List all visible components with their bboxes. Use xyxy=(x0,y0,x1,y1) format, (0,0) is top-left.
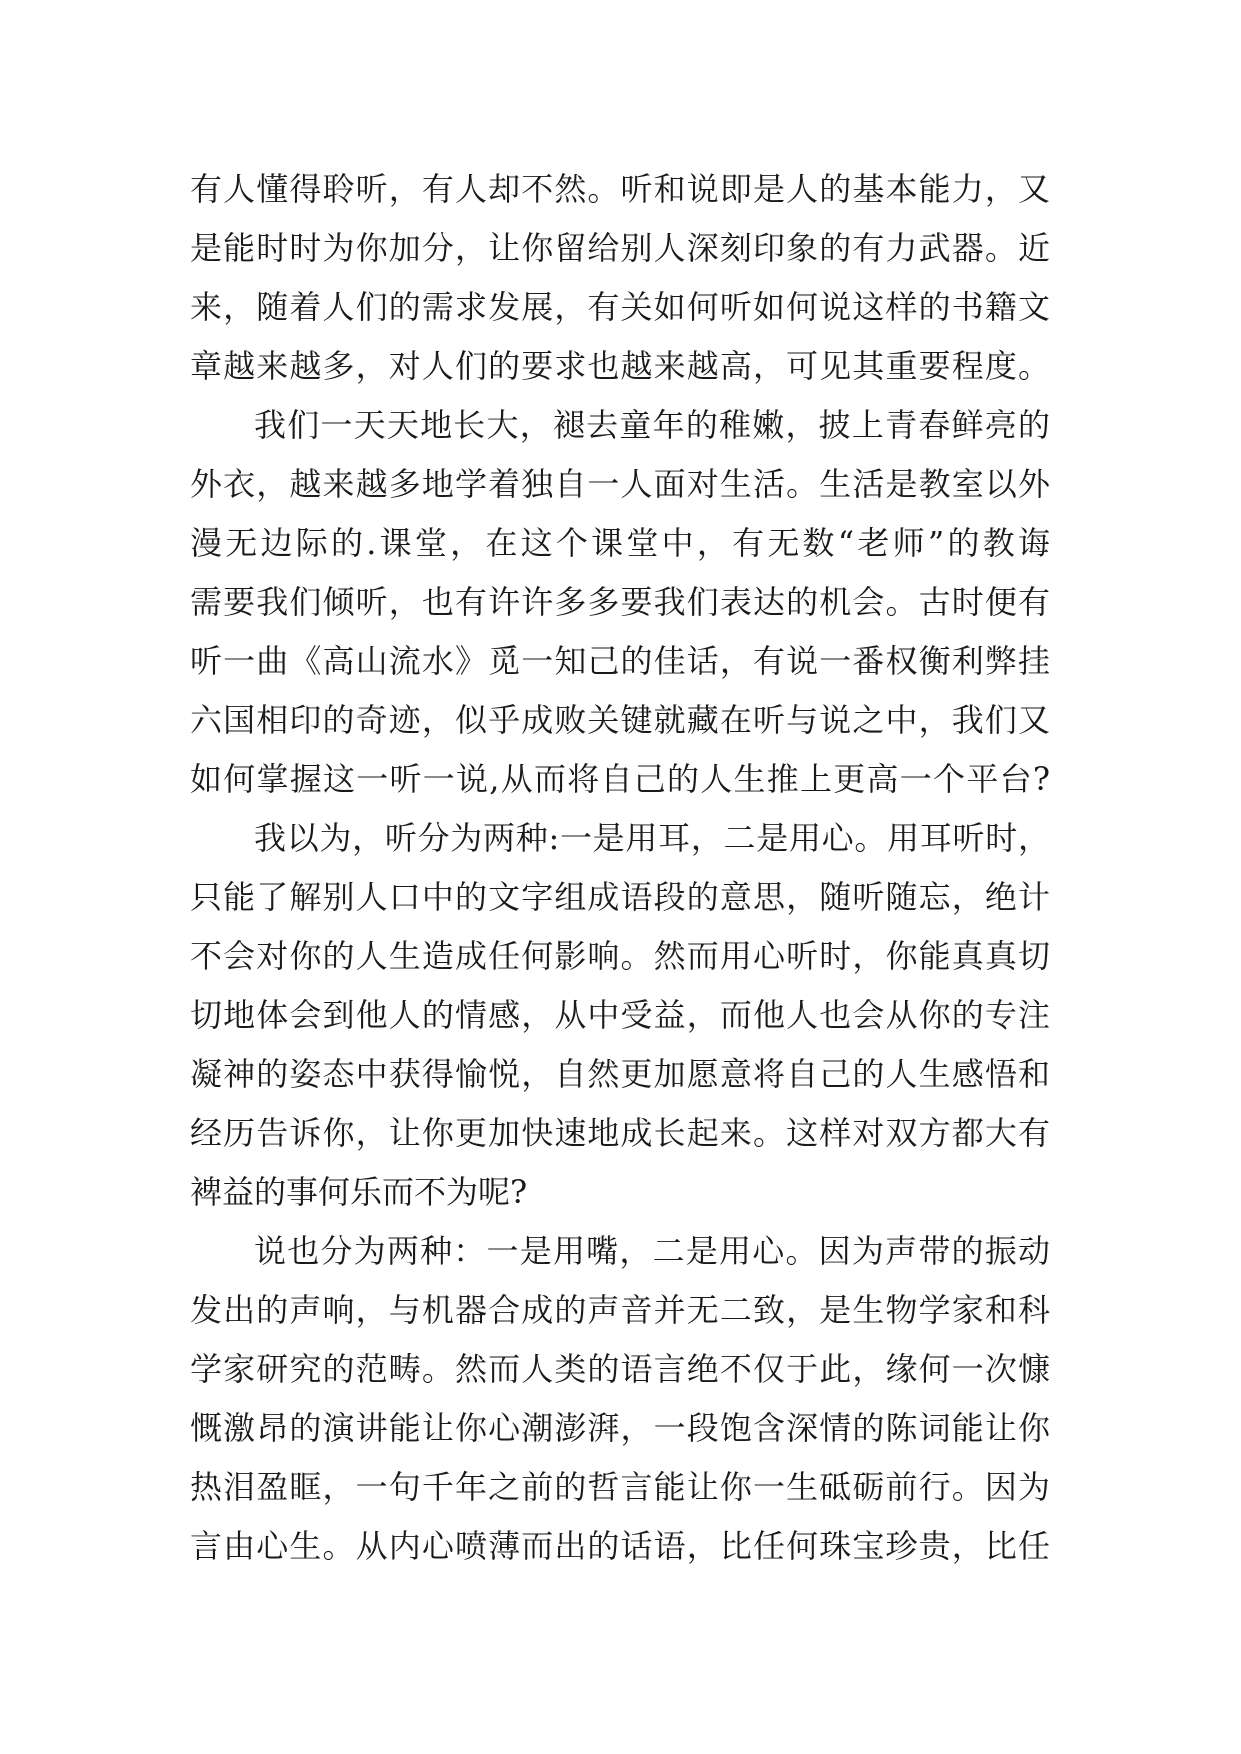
essay-body xyxy=(190,160,1060,1576)
text-line: 言由心生。从内心喷薄而出的话语，比任何珠宝珍贵，比任 xyxy=(190,1527,1050,1565)
text-line: 六国相印的奇迹，似乎成败关键就藏在听与说之中，我们又 xyxy=(190,701,1050,739)
text-line: 切地体会到他人的情感，从中受益，而他人也会从你的专注 xyxy=(190,996,1050,1034)
paragraph-start-line: 我们一天天地长大，褪去童年的稚嫩，披上青春鲜亮的 xyxy=(254,406,1050,444)
text-line: 需要我们倾听，也有许许多多要我们表达的机会。古时便有 xyxy=(190,583,1050,621)
text-line: 有人懂得聆听，有人却不然。听和说即是人的基本能力，又 xyxy=(190,170,1050,208)
text-line: 听一曲《高山流水》觅一知己的佳话，有说一番权衡利弊挂 xyxy=(190,642,1050,680)
text-line: 不会对你的人生造成任何影响。然而用心听时，你能真真切 xyxy=(190,937,1050,975)
text-line: 学家研究的范畴。然而人类的语言绝不仅于此，缘何一次慷 xyxy=(190,1350,1050,1388)
text-line: 慨激昂的演讲能让你心潮澎湃，一段饱含深情的陈词能让你 xyxy=(190,1409,1050,1447)
text-line: 来，随着人们的需求发展，有关如何听如何说这样的书籍文 xyxy=(190,288,1050,326)
text-line: 漫无边际的.课堂，在这个课堂中，有无数“老师”的教诲 xyxy=(190,524,1050,562)
text-line: 只能了解别人口中的文字组成语段的意思，随听随忘，绝计 xyxy=(190,878,1050,916)
text-line: 章越来越多，对人们的要求也越来越高，可见其重要程度。 xyxy=(190,347,1050,385)
text-line: 外衣，越来越多地学着独自一人面对生活。生活是教室以外 xyxy=(190,465,1050,503)
text-line: 凝神的姿态中获得愉悦，自然更加愿意将自己的人生感悟和 xyxy=(190,1055,1050,1093)
text-line: 发出的声响，与机器合成的声音并无二致，是生物学家和科 xyxy=(190,1291,1050,1329)
paragraph-start-line: 说也分为两种：一是用嘴，二是用心。因为声带的振动 xyxy=(254,1232,1050,1270)
text-line: 是能时时为你加分，让你留给别人深刻印象的有力武器。近 xyxy=(190,229,1050,267)
paragraph-start-line: 我以为，听分为两种:一是用耳，二是用心。用耳听时， xyxy=(254,819,1050,857)
text-line: 如何掌握这一听一说,从而将自己的人生推上更高一个平台? xyxy=(190,760,1050,798)
text-line: 热泪盈眶，一句千年之前的哲言能让你一生砥砺前行。因为 xyxy=(190,1468,1050,1506)
text-line: 经历告诉你，让你更加快速地成长起来。这样对双方都大有 xyxy=(190,1114,1050,1152)
paragraph-end-line: 裨益的事何乐而不为呢? xyxy=(190,1173,528,1211)
